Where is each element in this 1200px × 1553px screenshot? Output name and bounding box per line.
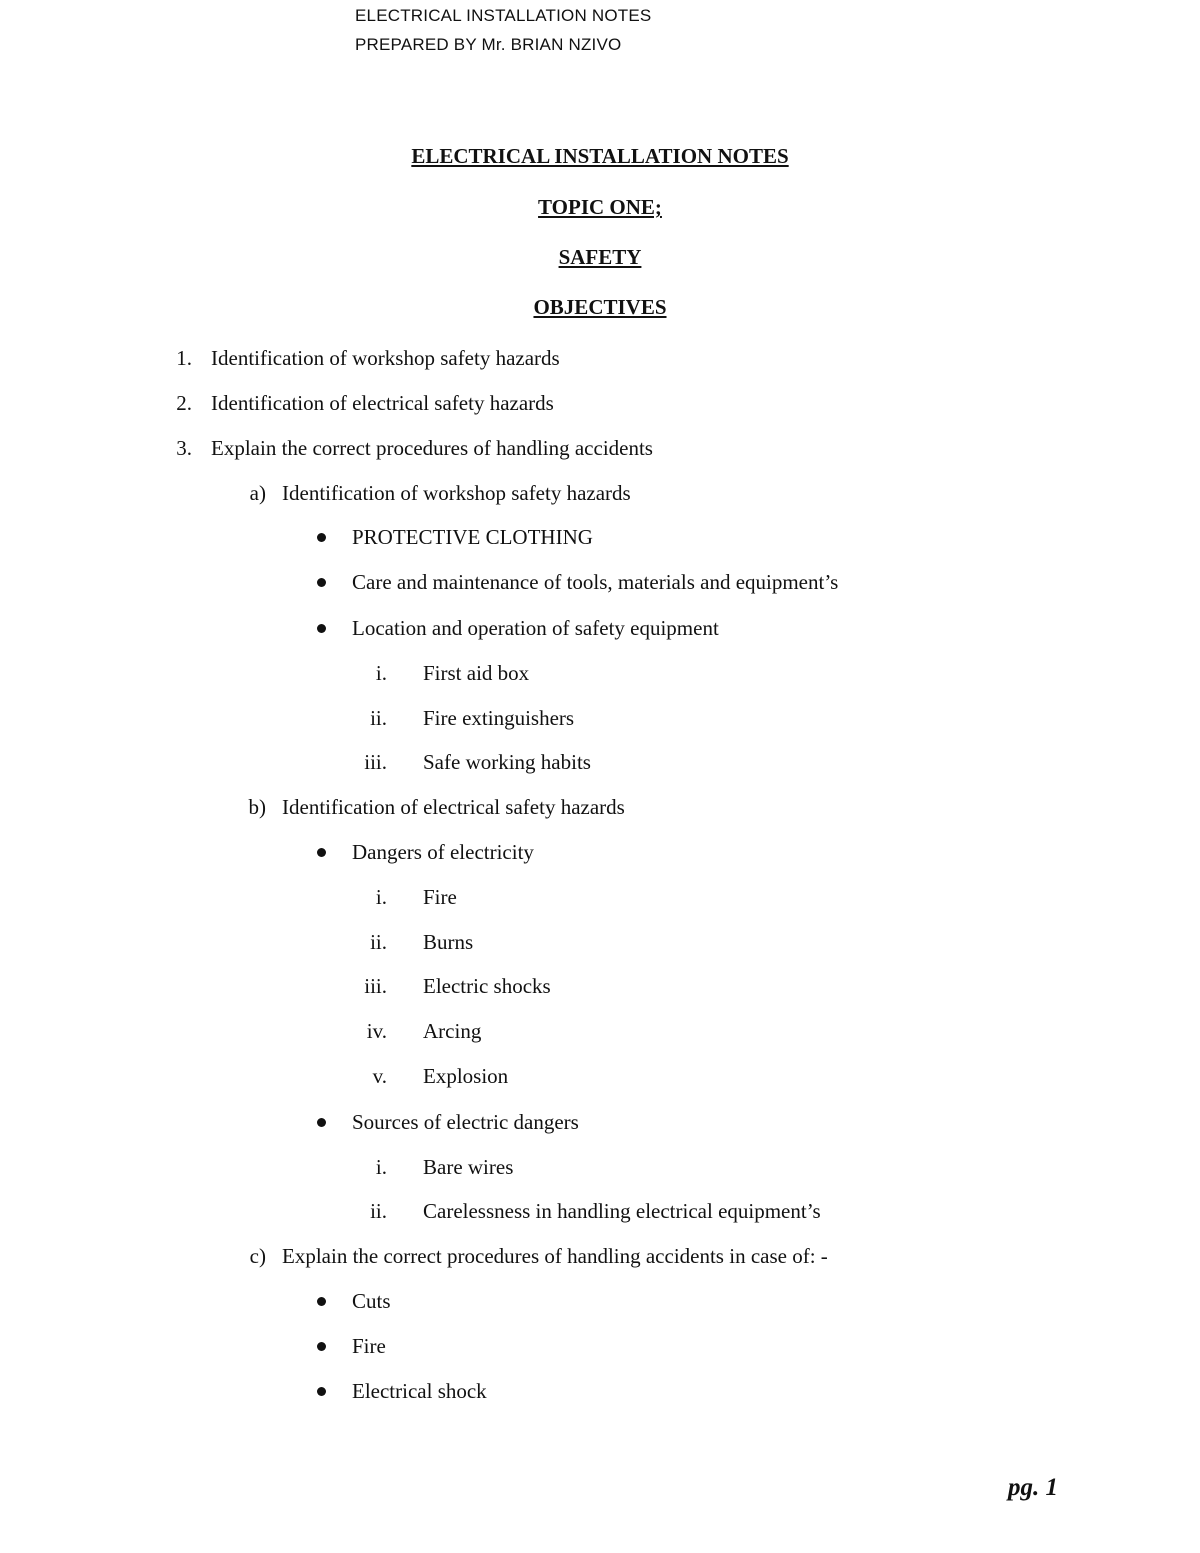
section-marker: b) [248,795,266,819]
list-item-marker: iv. [366,1019,387,1043]
list-item-marker: 3. [176,436,192,460]
list-item-marker: ii. [370,706,387,730]
list-item: Fire extinguishers [423,706,575,730]
list-item-marker: i. [375,1155,387,1179]
page-number: pg. 1 [1008,1474,1058,1501]
list-item: Electrical shock [352,1379,487,1403]
list-item-marker: 1. [176,346,192,370]
document-title: ELECTRICAL INSTALLATION NOTES [411,144,789,168]
list-item: Cuts [352,1289,391,1313]
list-item-marker: ii. [370,930,387,954]
list-item-marker: v. [372,1064,387,1088]
section-heading: Identification of workshop safety hazards [282,481,631,505]
bullet-icon [317,624,326,633]
list-item: Carelessness in handling electrical equipment’s [423,1199,821,1223]
list-item: Safe working habits [423,750,591,774]
objectives-heading: OBJECTIVES [533,295,667,319]
list-item-marker: i. [375,661,387,685]
list-item: Dangers of electricity [352,840,534,864]
bullet-icon [317,848,326,857]
list-item-marker: iii. [364,750,387,774]
list-item-marker: ii. [370,1199,387,1223]
list-item: PROTECTIVE CLOTHING [352,525,593,549]
list-item: Identification of workshop safety hazards [211,346,560,370]
list-item: First aid box [423,661,530,685]
list-item-marker: iii. [364,974,387,998]
bullet-icon [317,578,326,587]
bullet-icon [317,533,326,542]
running-header-author: PREPARED BY Mr. BRIAN NZIVO [355,35,622,54]
list-item: Identification of electrical safety hazards [211,391,554,415]
list-item-marker: i. [375,885,387,909]
list-item: Explain the correct procedures of handling accidents [211,436,653,460]
list-item: Fire [352,1334,386,1358]
bullet-icon [317,1118,326,1127]
section-heading: Identification of electrical safety hazards [282,795,625,819]
section-marker: a) [249,481,266,505]
bullet-icon [317,1297,326,1306]
list-item: Burns [423,930,474,954]
list-item: Location and operation of safety equipment [352,616,719,640]
list-item: Bare wires [423,1155,514,1179]
list-item: Care and maintenance of tools, materials and equipment’s [352,570,839,594]
running-header-title: ELECTRICAL INSTALLATION NOTES [355,6,652,25]
list-item: Arcing [423,1019,482,1043]
bullet-icon [317,1387,326,1396]
list-item: Sources of electric dangers [352,1110,579,1134]
list-item-marker: 2. [176,391,192,415]
topic-heading: TOPIC ONE; [538,195,662,219]
bullet-icon [317,1342,326,1351]
list-item: Fire [423,885,457,909]
section-heading: Explain the correct procedures of handling accidents in case of: - [282,1244,828,1268]
list-item: Explosion [423,1064,509,1088]
section-marker: c) [249,1244,266,1268]
list-item: Electric shocks [423,974,551,998]
subject-heading: SAFETY [558,245,642,269]
